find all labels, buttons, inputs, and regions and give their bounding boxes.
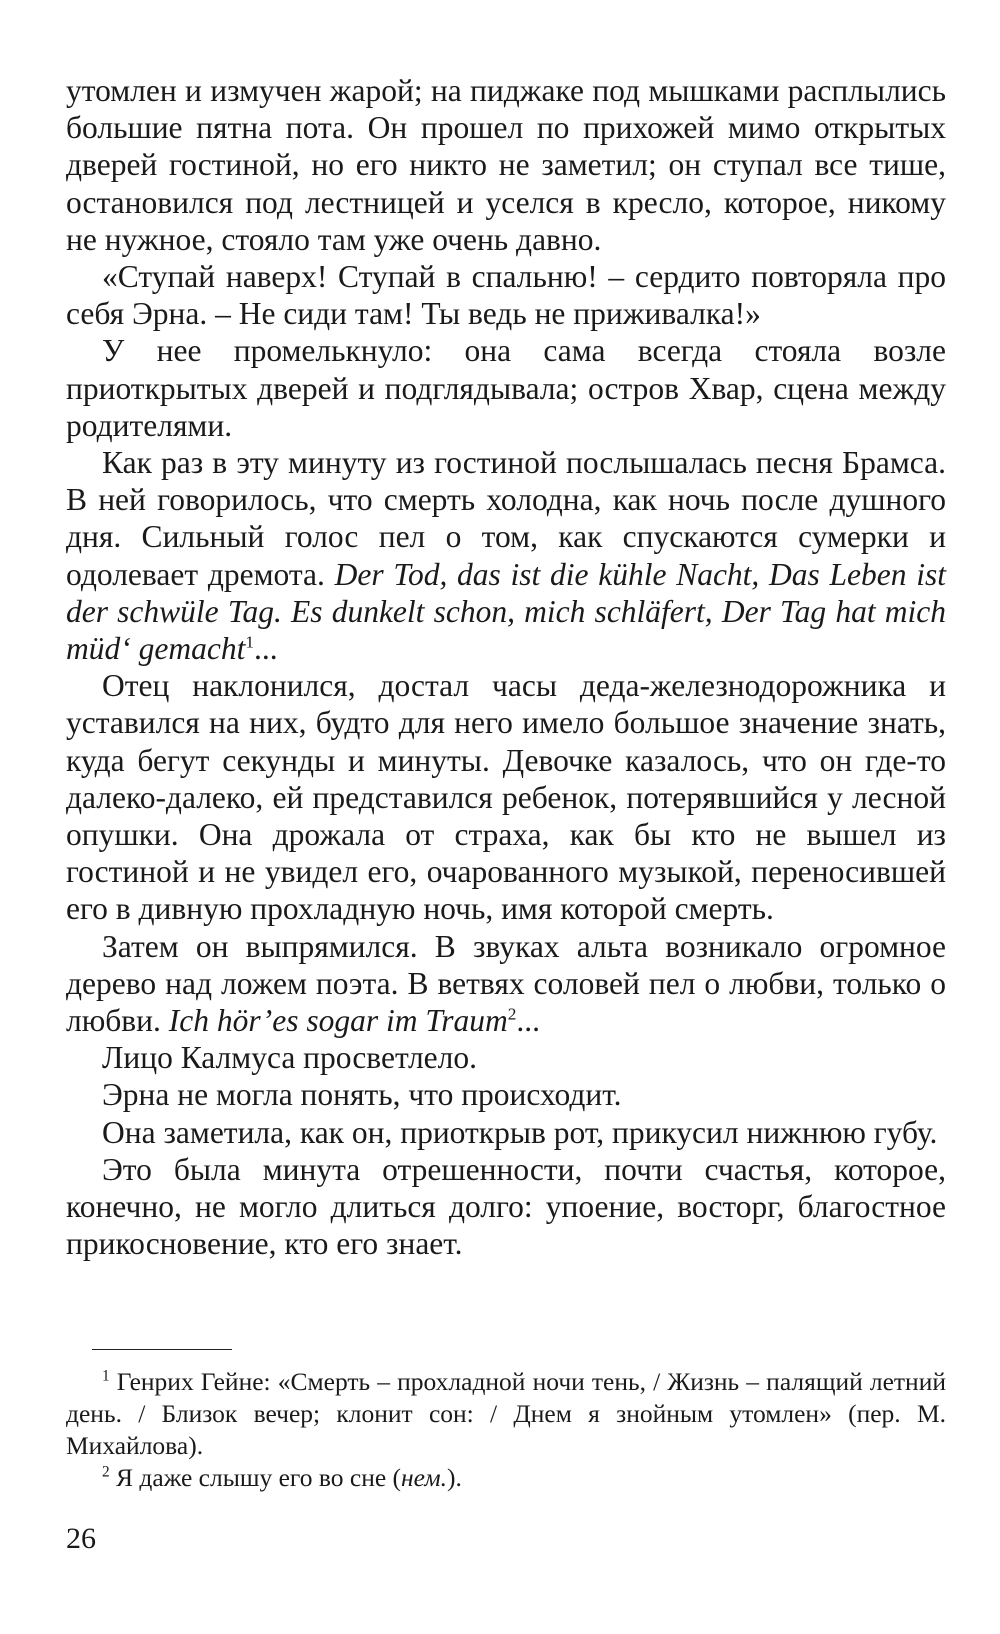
footnote-2-mark: 2 [102,1463,110,1481]
footnote-2-text: Я даже слышу его во сне ( [116,1463,402,1492]
paragraph-7: Лицо Калмуса просветлело. [102,1040,478,1076]
footnote-2-lang: нем. [401,1463,448,1492]
paragraph-8: Эрна не могла понять, что происходит. [102,1077,622,1113]
paragraph-10: Это была минута отрешенности, почти счастья, которое, конечно, не могло длиться долго: упоение, восторг, благостное прикосновение, кто его знает. [66,1151,946,1262]
footnote-1-mark: 1 [102,1367,110,1385]
footnote-1 [66,1366,946,1462]
paragraph-4 [66,444,946,667]
footnote-ref-2: 2 [507,1004,517,1024]
main-text [66,72,946,1263]
paragraph-5: Отец наклонился, достал часы деда-железнодорожника и уставился на них, будто для него имело большое значение знать, куда бегут секунды и минуты. Девочке казалось, что он где-то далеко-далеко, ей представился ребенок, потерявшийся у лесной опушки. Она дрожала от страха, как бы кто не вышел из гостиной и не увидел его, очарованного музыкой, переносившей его в дивную прохладную ночь, имя которой смерть. [66,668,946,927]
paragraph-2: «Ступай наверх! Ступай в спальню! – сердито повторяла про себя Эрна. – Не сиди там! Ты ведь не приживалка!» [66,259,946,332]
paragraph-3: У нее промелькнуло: она сама всегда стояла возле приоткрытых дверей и подглядывала; остров Хвар, сцена между родителями. [66,333,946,443]
traum-quote-ellipsis: ... [516,1003,540,1039]
footnote-1-text: Генрих Гейне: «Смерть – прохладной ночи тень, / Жизнь – палящий летний день. / Близок вечер; клонит сон: / Днем я знойным утомлен» (пер. М. Михайлова). [66,1367,946,1460]
paragraph-6 [66,928,946,1040]
brahms-quote: Der Tod, das ist die kühle Nacht, Das Leben ist der schwüle Tag. Es dunkelt schon, mich schläfert, Der Tag hat mich müd‘ gemacht [66,556,947,667]
page-number: 26 [66,1522,96,1555]
traum-quote: Ich hör’es sogar im Traum [168,1003,508,1039]
footnote-divider [92,1349,232,1350]
paragraph-4-text: Как раз в эту минуту из гостиной послышалась песня Брамса. В ней говорилось, что смерть холодна, как ночь после душного дня. Сильный голос пел о том, как спускаются сумерки и одолевает дремота. [66,445,946,592]
footnote-ref-1: 1 [245,632,254,652]
book-page [66,72,946,1612]
footnote-2-close: ). [447,1463,462,1492]
footnote-2 [66,1462,946,1494]
footnotes [66,1366,946,1494]
paragraph-1: утомлен и измучен жарой; на пиджаке под мышками расплылись большие пятна пота. Он прошел по прихожей мимо открытых дверей гостиной, но его никто не заметил; он ступал все тише, остановился под лестницей и уселся в кресло, которое, никому не нужное, стояло там уже очень давно. [66,73,946,257]
paragraph-9: Она заметила, как он, приоткрыв рот, прикусил нижнюю губу. [102,1114,938,1150]
brahms-quote-ellipsis: ... [253,631,278,667]
paragraph-6-text: Затем он выпрямился. В звуках альта возникало огромное дерево над ложем поэта. В ветвях соловей пел о любви, только о любви. [66,928,946,1039]
